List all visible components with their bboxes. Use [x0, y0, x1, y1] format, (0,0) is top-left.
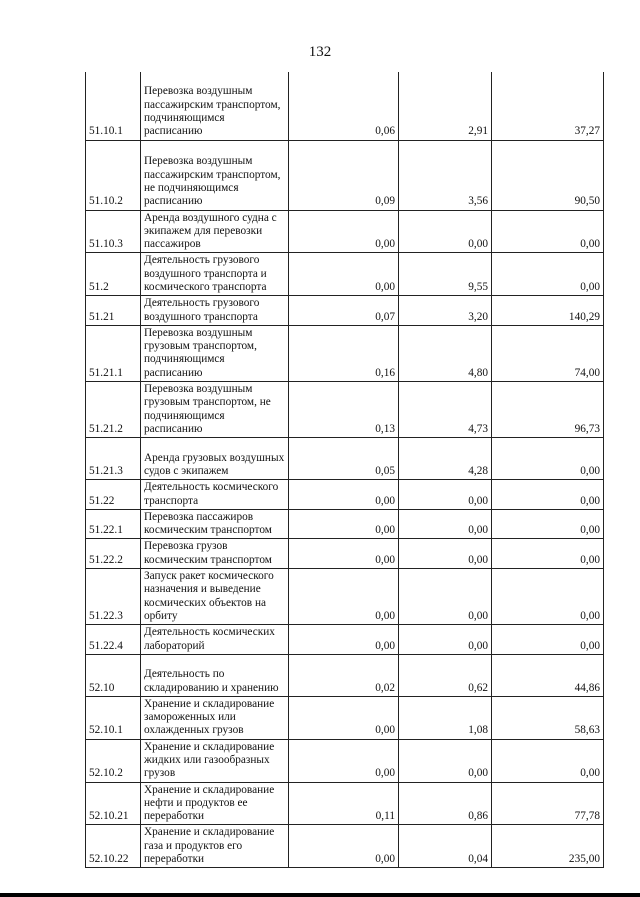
activity-code: 51.22	[86, 480, 141, 510]
value-col-2: 0,04	[399, 825, 492, 868]
activity-name: Перевозка воздушным грузовым транспортом, подчиняющимся расписанию	[141, 325, 289, 381]
table-row	[86, 539, 604, 569]
activity-code: 51.21.3	[86, 438, 141, 480]
value-col-3: 58,63	[492, 696, 604, 739]
value-col-1: 0,00	[289, 253, 399, 296]
table-row	[86, 654, 604, 696]
table-row	[86, 825, 604, 868]
value-col-2: 0,00	[399, 569, 492, 625]
table-row	[86, 696, 604, 739]
activity-code: 52.10	[86, 654, 141, 696]
value-col-1: 0,00	[289, 210, 399, 253]
value-col-3: 0,00	[492, 539, 604, 569]
activity-name: Деятельность космических лабораторий	[141, 625, 289, 655]
activity-name: Аренда воздушного судна с экипажем для перевозки пассажиров	[141, 210, 289, 253]
value-col-1: 0,00	[289, 509, 399, 539]
value-col-3: 0,00	[492, 253, 604, 296]
value-col-3: 0,00	[492, 210, 604, 253]
activity-code: 51.21.1	[86, 325, 141, 381]
value-col-1: 0,02	[289, 654, 399, 696]
activity-name: Перевозка пассажиров космическим транспортом	[141, 509, 289, 539]
table-row	[86, 253, 604, 296]
table-row	[86, 438, 604, 480]
value-col-1: 0,00	[289, 625, 399, 655]
table-row	[86, 140, 604, 210]
value-col-1: 0,11	[289, 782, 399, 825]
value-col-2: 0,00	[399, 210, 492, 253]
value-col-3: 74,00	[492, 325, 604, 381]
activity-name: Перевозка грузов космическим транспортом	[141, 539, 289, 569]
value-col-2: 0,00	[399, 625, 492, 655]
activity-name: Аренда грузовых воздушных судов с экипажем	[141, 438, 289, 480]
activity-code: 52.10.21	[86, 782, 141, 825]
value-col-3: 0,00	[492, 438, 604, 480]
activity-name: Деятельность космического транспорта	[141, 480, 289, 510]
activity-name: Деятельность по складированию и хранению	[141, 654, 289, 696]
value-col-3: 0,00	[492, 569, 604, 625]
table-row	[86, 569, 604, 625]
value-col-2: 4,80	[399, 325, 492, 381]
activity-code: 51.22.4	[86, 625, 141, 655]
value-col-1: 0,00	[289, 739, 399, 782]
value-col-3: 0,00	[492, 625, 604, 655]
value-col-2: 3,20	[399, 296, 492, 326]
value-col-2: 9,55	[399, 253, 492, 296]
value-col-3: 90,50	[492, 140, 604, 210]
value-col-1: 0,00	[289, 480, 399, 510]
table-row	[86, 625, 604, 655]
value-col-1: 0,07	[289, 296, 399, 326]
activity-name: Хранение и складирование нефти и продуктов ее переработки	[141, 782, 289, 825]
value-col-1: 0,06	[289, 72, 399, 140]
value-col-2: 0,00	[399, 539, 492, 569]
table-row	[86, 509, 604, 539]
value-col-3: 0,00	[492, 739, 604, 782]
activity-code: 52.10.2	[86, 739, 141, 782]
activity-code: 51.10.1	[86, 72, 141, 140]
value-col-2: 0,86	[399, 782, 492, 825]
activity-name: Деятельность грузового воздушного транспорта и космического транспорта	[141, 253, 289, 296]
value-col-1: 0,13	[289, 382, 399, 438]
value-col-3: 44,86	[492, 654, 604, 696]
activity-name: Хранение и складирование газа и продуктов его переработки	[141, 825, 289, 868]
activity-code: 51.22.1	[86, 509, 141, 539]
value-col-2: 4,28	[399, 438, 492, 480]
table-row	[86, 210, 604, 253]
activity-code: 51.22.3	[86, 569, 141, 625]
value-col-1: 0,00	[289, 825, 399, 868]
activity-name: Перевозка воздушным грузовым транспортом, не подчиняющимся расписанию	[141, 382, 289, 438]
activity-code: 51.10.3	[86, 210, 141, 253]
table-row	[86, 782, 604, 825]
activity-name: Перевозка воздушным пассажирским транспортом, подчиняющимся расписанию	[141, 72, 289, 140]
value-col-1: 0,09	[289, 140, 399, 210]
value-col-3: 0,00	[492, 480, 604, 510]
value-col-2: 0,62	[399, 654, 492, 696]
value-col-2: 1,08	[399, 696, 492, 739]
activity-name: Хранение и складирование замороженных или охлажденных грузов	[141, 696, 289, 739]
activity-name: Запуск ракет космического назначения и выведение космических объектов на орбиту	[141, 569, 289, 625]
page-number: 132	[308, 44, 332, 60]
scan-edge	[0, 893, 640, 897]
value-col-1: 0,00	[289, 696, 399, 739]
table-row	[86, 72, 604, 140]
activity-code: 52.10.1	[86, 696, 141, 739]
value-col-3: 140,29	[492, 296, 604, 326]
value-col-2: 0,00	[399, 739, 492, 782]
value-col-1: 0,00	[289, 539, 399, 569]
value-col-2: 4,73	[399, 382, 492, 438]
activity-name: Перевозка воздушным пассажирским транспортом, не подчиняющимся расписанию	[141, 140, 289, 210]
activity-code: 52.10.22	[86, 825, 141, 868]
activity-name: Хранение и складирование жидких или газообразных грузов	[141, 739, 289, 782]
okved-table	[85, 72, 604, 868]
value-col-1: 0,00	[289, 569, 399, 625]
value-col-2: 2,91	[399, 72, 492, 140]
value-col-2: 3,56	[399, 140, 492, 210]
value-col-2: 0,00	[399, 480, 492, 510]
activity-code: 51.2	[86, 253, 141, 296]
value-col-1: 0,16	[289, 325, 399, 381]
value-col-3: 96,73	[492, 382, 604, 438]
value-col-3: 37,27	[492, 72, 604, 140]
value-col-3: 0,00	[492, 509, 604, 539]
activity-code: 51.21.2	[86, 382, 141, 438]
value-col-2: 0,00	[399, 509, 492, 539]
table-row	[86, 296, 604, 326]
table-row	[86, 480, 604, 510]
activity-code: 51.22.2	[86, 539, 141, 569]
activity-name: Деятельность грузового воздушного транспорта	[141, 296, 289, 326]
activity-code: 51.10.2	[86, 140, 141, 210]
table-row	[86, 739, 604, 782]
activity-code: 51.21	[86, 296, 141, 326]
value-col-3: 235,00	[492, 825, 604, 868]
value-col-1: 0,05	[289, 438, 399, 480]
table-row	[86, 325, 604, 381]
table-row	[86, 382, 604, 438]
value-col-3: 77,78	[492, 782, 604, 825]
